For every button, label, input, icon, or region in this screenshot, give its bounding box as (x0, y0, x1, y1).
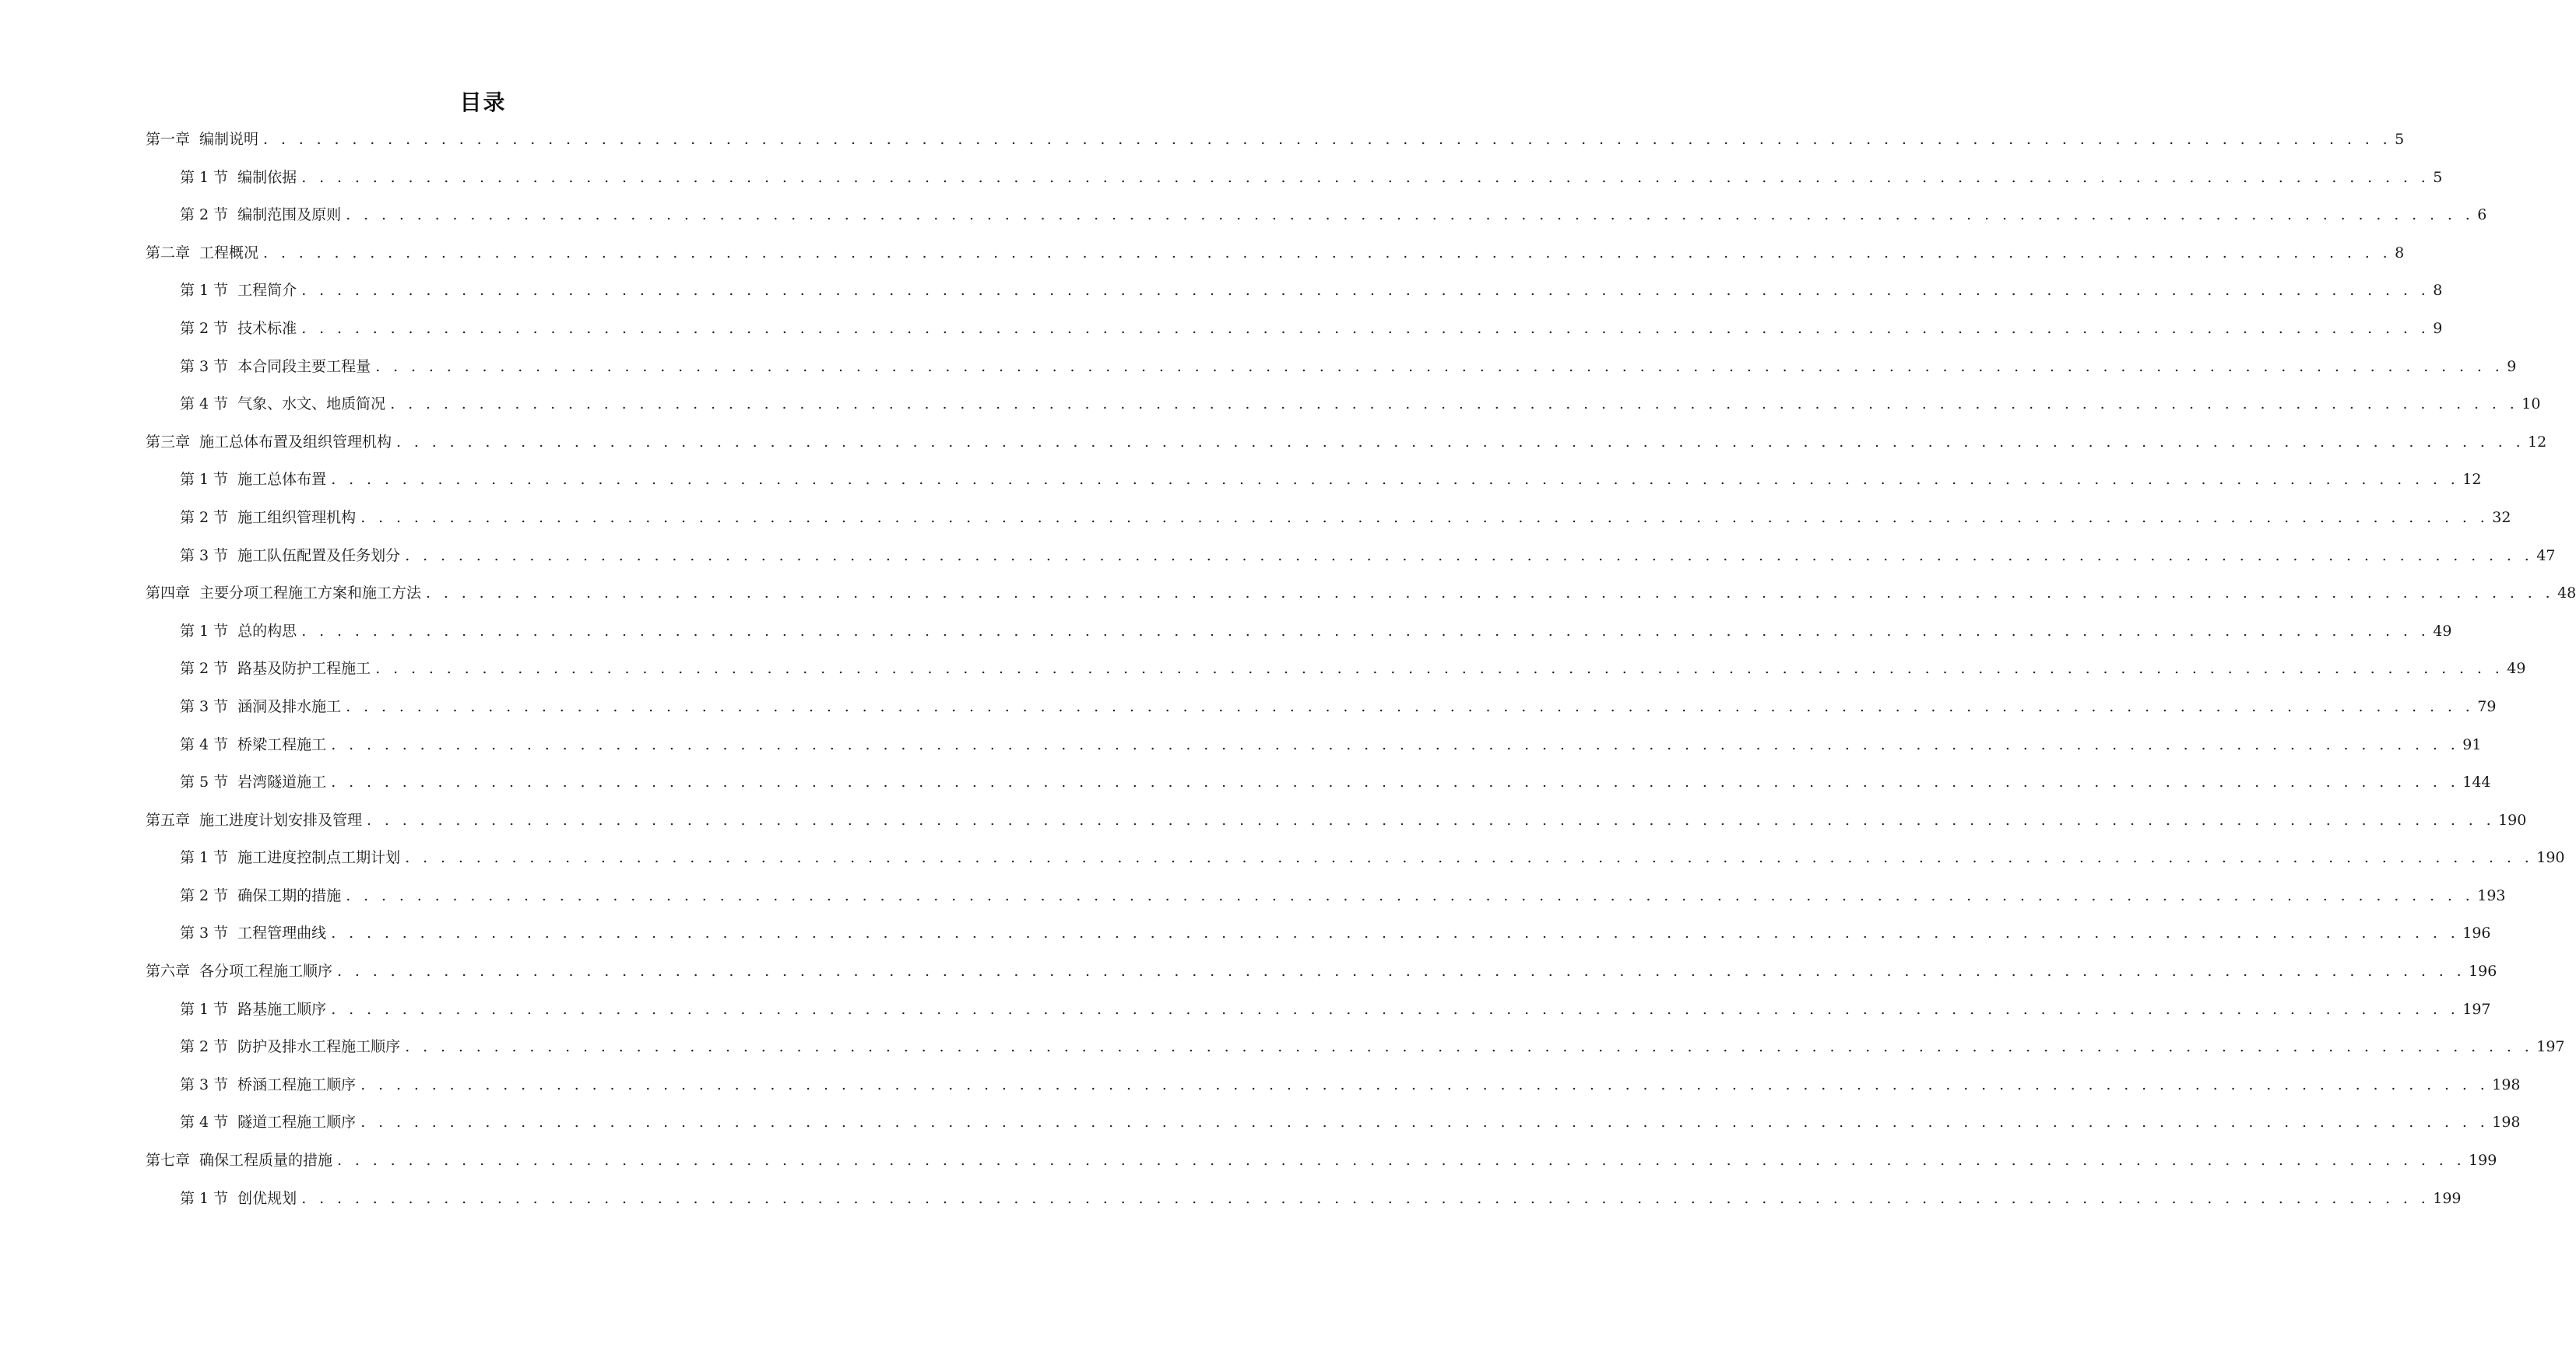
toc-dot-leader: . . . . . . . . . . . . . . . . . . . . . . . . . . . . . . . . . . . . . . . . . . . . . . . . . . . . . . . . . . . . . . . . . . . . . . . . . . . . . . . . . . . . . . . . . . . . . . . . . . . . . . . . . . . . . . . . . . . . . . . . (301, 168, 2430, 186)
toc-section-entry[interactable] (146, 621, 2452, 659)
toc-dot-leader: . . . . . . . . . . . . . . . . . . . . . . . . . . . . . . . . . . . . . . . . . . . . . . . . . . . . . . . . . . . . . . . . . . . . . . . . . . . . . . . . . . . . . . . . . . . . . . . . . . . . . . . . . . . . . . . . . . . . . . . . (331, 774, 2460, 791)
toc-entry-page-number: 196 (2469, 963, 2497, 981)
toc-entry-number: 第 3 节 (180, 697, 229, 715)
toc-entry-page-number: 8 (2395, 244, 2405, 261)
toc-entry-number: 第 4 节 (180, 1114, 229, 1132)
toc-entry-label (146, 583, 421, 603)
toc-section-entry[interactable] (146, 394, 2541, 432)
toc-chapter-entry[interactable] (146, 432, 2547, 470)
toc-list (146, 129, 2576, 1226)
toc-entry-text: 工程简介 (237, 282, 297, 300)
toc-dot-leader: . . . . . . . . . . . . . . . . . . . . . . . . . . . . . . . . . . . . . . . . . . . . . . . . . . . . . . . . . . . . . . . . . . . . . . . . . . . . . . . . . . . . . . . . . . . . . . . . . . . . . . . . . . . . . . . . . . . . . . . . (390, 395, 2519, 413)
toc-entry-label (180, 923, 326, 943)
toc-chapter-entry[interactable] (146, 243, 2405, 281)
toc-entry-page-number: 5 (2433, 168, 2443, 186)
toc-dot-leader: . . . . . . . . . . . . . . . . . . . . . . . . . . . . . . . . . . . . . . . . . . . . . . . . . . . . . . . . . . . . . . . . . . . . . . . . . . . . . . . . . . . . . . . . . . . . . . . . . . . . . . . . . . . . . . . . . . . . . . . . (346, 886, 2475, 904)
toc-section-entry[interactable] (146, 886, 2506, 924)
toc-entry-page-number: 12 (2462, 471, 2482, 489)
toc-entry-page-number: 8 (2433, 282, 2443, 300)
toc-dot-leader: . . . . . . . . . . . . . . . . . . . . . . . . . . . . . . . . . . . . . . . . . . . . . . . . . . . . . . . . . . . . . . . . . . . . . . . . . . . . . . . . . . . . . . . . . . . . . . . . . . . . . . . . . . . . . . . . . . . . . . . . (301, 622, 2430, 640)
toc-entry-label (180, 318, 297, 339)
toc-entry-number: 第 1 节 (180, 849, 229, 867)
toc-entry-text: 桥梁工程施工 (237, 735, 327, 753)
toc-section-entry[interactable] (146, 999, 2491, 1037)
toc-entry-label (146, 129, 258, 149)
toc-entry-text: 岩湾隧道施工 (237, 774, 327, 791)
toc-dot-leader: . . . . . . . . . . . . . . . . . . . . . . . . . . . . . . . . . . . . . . . . . . . . . . . . . . . . . . . . . . . . . . . . . . . . . . . . . . . . . . . . . . . . . . . . . . . . . . . . . . . . . . . . . . . . . . . . . . . . . . . . (263, 244, 2392, 261)
toc-entry-text: 施工进度计划安排及管理 (199, 811, 363, 829)
toc-dot-leader: . . . . . . . . . . . . . . . . . . . . . . . . . . . . . . . . . . . . . . . . . . . . . . . . . . . . . . . . . . . . . . . . . . . . . . . . . . . . . . . . . . . . . . . . . . . . . . . . . . . . . . . . . . . . . . . . . . . . . . . . (375, 660, 2504, 678)
toc-chapter-entry[interactable] (146, 583, 2576, 621)
toc-dot-leader: . . . . . . . . . . . . . . . . . . . . . . . . . . . . . . . . . . . . . . . . . . . . . . . . . . . . . . . . . . . . . . . . . . . . . . . . . . . . . . . . . . . . . . . . . . . . . . . . . . . . . . . . . . . . . . . . . . . . . . . . (301, 282, 2430, 300)
toc-entry-text: 路基及防护工程施工 (237, 660, 371, 678)
toc-entry-page-number: 9 (2433, 319, 2443, 337)
toc-entry-number: 第 2 节 (180, 206, 229, 224)
toc-entry-number: 第 3 节 (180, 546, 229, 564)
toc-section-entry[interactable] (146, 735, 2482, 773)
toc-entry-text: 施工队伍配置及任务划分 (237, 546, 401, 564)
toc-entry-text: 编制说明 (199, 131, 259, 148)
toc-entry-label (180, 469, 326, 490)
toc-dot-leader: . . . . . . . . . . . . . . . . . . . . . . . . . . . . . . . . . . . . . . . . . . . . . . . . . . . . . . . . . . . . . . . . . . . . . . . . . . . . . . . . . . . . . . . . . . . . . . . . . . . . . . . . . . . . . . . . . . . . . . . . (405, 849, 2534, 867)
toc-dot-leader: . . . . . . . . . . . . . . . . . . . . . . . . . . . . . . . . . . . . . . . . . . . . . . . . . . . . . . . . . . . . . . . . . . . . . . . . . . . . . . . . . . . . . . . . . . . . . . . . . . . . . . . . . . . . . . . . . . . . . . . . (426, 584, 2555, 602)
toc-entry-number: 第 4 节 (180, 395, 229, 413)
toc-entry-label (180, 847, 400, 868)
toc-section-entry[interactable] (146, 697, 2497, 735)
toc-dot-leader: . . . . . . . . . . . . . . . . . . . . . . . . . . . . . . . . . . . . . . . . . . . . . . . . . . . . . . . . . . . . . . . . . . . . . . . . . . . . . . . . . . . . . . . . . . . . . . . . . . . . . . . . . . . . . . . . . . . . . . . . (396, 433, 2525, 451)
toc-section-entry[interactable] (146, 546, 2556, 584)
toc-entry-number: 第 1 节 (180, 282, 229, 300)
toc-dot-leader: . . . . . . . . . . . . . . . . . . . . . . . . . . . . . . . . . . . . . . . . . . . . . . . . . . . . . . . . . . . . . . . . . . . . . . . . . . . . . . . . . . . . . . . . . . . . . . . . . . . . . . . . . . . . . . . . . . . . . . . . (360, 1076, 2490, 1093)
toc-entry-label (146, 432, 392, 452)
toc-chapter-entry[interactable] (146, 1150, 2497, 1188)
toc-entry-text: 编制范围及原则 (237, 206, 342, 224)
toc-entry-label (180, 697, 341, 717)
toc-dot-leader: . . . . . . . . . . . . . . . . . . . . . . . . . . . . . . . . . . . . . . . . . . . . . . . . . . . . . . . . . . . . . . . . . . . . . . . . . . . . . . . . . . . . . . . . . . . . . . . . . . . . . . . . . . . . . . . . . . . . . . . . (405, 1038, 2534, 1056)
toc-dot-leader: . . . . . . . . . . . . . . . . . . . . . . . . . . . . . . . . . . . . . . . . . . . . . . . . . . . . . . . . . . . . . . . . . . . . . . . . . . . . . . . . . . . . . . . . . . . . . . . . . . . . . . . . . . . . . . . . . . . . . . . . (301, 319, 2430, 337)
toc-entry-text: 防护及排水工程施工顺序 (237, 1038, 401, 1056)
toc-section-entry[interactable] (146, 167, 2443, 205)
toc-entry-text: 编制依据 (237, 168, 297, 186)
toc-entry-number: 第 5 节 (180, 774, 229, 791)
toc-chapter-entry[interactable] (146, 810, 2527, 848)
toc-entry-text: 桥涵工程施工顺序 (237, 1076, 357, 1093)
toc-entry-page-number: 10 (2522, 395, 2541, 413)
toc-entry-label (180, 658, 371, 679)
toc-entry-label (180, 356, 371, 377)
toc-entry-label (146, 810, 362, 830)
toc-entry-label (180, 205, 341, 225)
toc-section-entry[interactable] (146, 1112, 2521, 1150)
toc-entry-page-number: 5 (2395, 131, 2405, 148)
toc-entry-number: 第 1 节 (180, 1000, 229, 1018)
toc-entry-text: 工程概况 (199, 244, 259, 261)
toc-entry-number: 第七章 (146, 1152, 191, 1170)
toc-dot-leader: . . . . . . . . . . . . . . . . . . . . . . . . . . . . . . . . . . . . . . . . . . . . . . . . . . . . . . . . . . . . . . . . . . . . . . . . . . . . . . . . . . . . . . . . . . . . . . . . . . . . . . . . . . . . . . . . . . . . . . . . (331, 1000, 2460, 1018)
toc-entry-label (180, 772, 326, 792)
toc-section-entry[interactable] (146, 923, 2491, 961)
toc-entry-label (180, 1112, 356, 1132)
toc-entry-page-number: 49 (2507, 660, 2526, 678)
page-title: 目录 (459, 89, 507, 115)
toc-entry-text: 施工组织管理机构 (237, 508, 357, 526)
toc-entry-number: 第三章 (146, 433, 191, 451)
toc-entry-page-number: 9 (2507, 357, 2517, 375)
toc-dot-leader: . . . . . . . . . . . . . . . . . . . . . . . . . . . . . . . . . . . . . . . . . . . . . . . . . . . . . . . . . . . . . . . . . . . . . . . . . . . . . . . . . . . . . . . . . . . . . . . . . . . . . . . . . . . . . . . . . . . . . . . . (331, 925, 2460, 942)
toc-entry-label (146, 961, 332, 981)
toc-entry-number: 第五章 (146, 811, 191, 829)
toc-chapter-entry[interactable] (146, 961, 2497, 999)
toc-entry-page-number: 144 (2462, 774, 2491, 791)
toc-dot-leader: . . . . . . . . . . . . . . . . . . . . . . . . . . . . . . . . . . . . . . . . . . . . . . . . . . . . . . . . . . . . . . . . . . . . . . . . . . . . . . . . . . . . . . . . . . . . . . . . . . . . . . . . . . . . . . . . . . . . . . . . (301, 1189, 2430, 1207)
toc-entry-label (180, 507, 356, 528)
toc-entry-page-number: 12 (2528, 433, 2547, 451)
toc-entry-text: 隧道工程施工顺序 (237, 1114, 357, 1132)
toc-section-entry[interactable] (146, 205, 2487, 243)
toc-entry-number: 第 1 节 (180, 622, 229, 640)
toc-entry-label (180, 546, 400, 566)
toc-entry-number: 第 1 节 (180, 471, 229, 489)
toc-entry-label (180, 1188, 297, 1209)
toc-entry-text: 气象、水文、地质简况 (237, 395, 386, 413)
toc-section-entry[interactable] (146, 658, 2526, 697)
toc-entry-label (180, 621, 297, 641)
toc-entry-page-number: 91 (2462, 735, 2482, 753)
toc-entry-page-number: 199 (2433, 1189, 2462, 1207)
toc-dot-leader: . . . . . . . . . . . . . . . . . . . . . . . . . . . . . . . . . . . . . . . . . . . . . . . . . . . . . . . . . . . . . . . . . . . . . . . . . . . . . . . . . . . . . . . . . . . . . . . . . . . . . . . . . . . . . . . . . . . . . . . . (263, 131, 2392, 148)
toc-entry-page-number: 6 (2477, 206, 2487, 224)
toc-entry-text: 路基施工顺序 (237, 1000, 327, 1018)
toc-entry-page-number: 199 (2469, 1152, 2497, 1170)
toc-entry-number: 第六章 (146, 963, 191, 981)
toc-entry-label (146, 1150, 332, 1170)
toc-dot-leader: . . . . . . . . . . . . . . . . . . . . . . . . . . . . . . . . . . . . . . . . . . . . . . . . . . . . . . . . . . . . . . . . . . . . . . . . . . . . . . . . . . . . . . . . . . . . . . . . . . . . . . . . . . . . . . . . . . . . . . . . (337, 1152, 2466, 1170)
toc-section-entry[interactable] (146, 280, 2443, 318)
toc-entry-number: 第 2 节 (180, 886, 229, 904)
toc-entry-number: 第 2 节 (180, 319, 229, 337)
toc-entry-text: 各分项工程施工顺序 (199, 963, 333, 981)
toc-entry-page-number: 197 (2536, 1038, 2565, 1056)
toc-entry-label (180, 280, 297, 300)
toc-entry-number: 第一章 (146, 131, 191, 148)
toc-entry-page-number: 193 (2477, 886, 2506, 904)
toc-entry-number: 第 3 节 (180, 1076, 229, 1093)
toc-entry-text: 确保工程质量的措施 (199, 1152, 333, 1170)
toc-entry-page-number: 198 (2492, 1114, 2521, 1132)
toc-entry-text: 确保工期的措施 (237, 886, 342, 904)
toc-entry-label (146, 243, 258, 263)
toc-entry-label (180, 1075, 356, 1095)
toc-dot-leader: . . . . . . . . . . . . . . . . . . . . . . . . . . . . . . . . . . . . . . . . . . . . . . . . . . . . . . . . . . . . . . . . . . . . . . . . . . . . . . . . . . . . . . . . . . . . . . . . . . . . . . . . . . . . . . . . . . . . . . . . (360, 1114, 2490, 1132)
toc-dot-leader: . . . . . . . . . . . . . . . . . . . . . . . . . . . . . . . . . . . . . . . . . . . . . . . . . . . . . . . . . . . . . . . . . . . . . . . . . . . . . . . . . . . . . . . . . . . . . . . . . . . . . . . . . . . . . . . . . . . . . . . . (337, 963, 2466, 981)
toc-dot-leader: . . . . . . . . . . . . . . . . . . . . . . . . . . . . . . . . . . . . . . . . . . . . . . . . . . . . . . . . . . . . . . . . . . . . . . . . . . . . . . . . . . . . . . . . . . . . . . . . . . . . . . . . . . . . . . . . . . . . . . . . (375, 357, 2504, 375)
toc-dot-leader: . . . . . . . . . . . . . . . . . . . . . . . . . . . . . . . . . . . . . . . . . . . . . . . . . . . . . . . . . . . . . . . . . . . . . . . . . . . . . . . . . . . . . . . . . . . . . . . . . . . . . . . . . . . . . . . . . . . . . . . . (331, 735, 2460, 753)
toc-entry-text: 施工总体布置 (237, 471, 327, 489)
toc-entry-text: 涵洞及排水施工 (237, 697, 342, 715)
toc-entry-label (180, 167, 297, 188)
toc-entry-label (180, 394, 385, 414)
toc-entry-number: 第 3 节 (180, 925, 229, 942)
toc-entry-text: 总的构思 (237, 622, 297, 640)
toc-entry-text: 创优规划 (237, 1189, 297, 1207)
toc-entry-page-number: 49 (2433, 622, 2452, 640)
toc-section-entry[interactable] (146, 1075, 2521, 1113)
toc-entry-text: 技术标准 (237, 319, 297, 337)
toc-entry-label (180, 999, 326, 1019)
toc-entry-number: 第 1 节 (180, 1189, 229, 1207)
toc-section-entry[interactable] (146, 847, 2565, 886)
toc-entry-text: 工程管理曲线 (237, 925, 327, 942)
toc-dot-leader: . . . . . . . . . . . . . . . . . . . . . . . . . . . . . . . . . . . . . . . . . . . . . . . . . . . . . . . . . . . . . . . . . . . . . . . . . . . . . . . . . . . . . . . . . . . . . . . . . . . . . . . . . . . . . . . . . . . . . . . . (346, 697, 2475, 715)
toc-chapter-entry[interactable] (146, 129, 2405, 167)
toc-entry-page-number: 197 (2462, 1000, 2491, 1018)
toc-dot-leader: . . . . . . . . . . . . . . . . . . . . . . . . . . . . . . . . . . . . . . . . . . . . . . . . . . . . . . . . . . . . . . . . . . . . . . . . . . . . . . . . . . . . . . . . . . . . . . . . . . . . . . . . . . . . . . . . . . . . . . . . (331, 471, 2460, 489)
toc-entry-label (180, 886, 341, 906)
toc-entry-page-number: 79 (2477, 697, 2497, 715)
toc-dot-leader: . . . . . . . . . . . . . . . . . . . . . . . . . . . . . . . . . . . . . . . . . . . . . . . . . . . . . . . . . . . . . . . . . . . . . . . . . . . . . . . . . . . . . . . . . . . . . . . . . . . . . . . . . . . . . . . . . . . . . . . . (405, 546, 2534, 564)
toc-entry-text: 施工总体布置及组织管理机构 (199, 433, 392, 451)
toc-entry-text: 施工进度控制点工期计划 (237, 849, 401, 867)
toc-section-entry[interactable] (146, 318, 2443, 356)
toc-entry-label (180, 735, 326, 755)
toc-entry-number: 第 4 节 (180, 735, 229, 753)
toc-dot-leader: . . . . . . . . . . . . . . . . . . . . . . . . . . . . . . . . . . . . . . . . . . . . . . . . . . . . . . . . . . . . . . . . . . . . . . . . . . . . . . . . . . . . . . . . . . . . . . . . . . . . . . . . . . . . . . . . . . . . . . . . (367, 811, 2496, 829)
toc-entry-page-number: 48 (2557, 584, 2576, 602)
toc-entry-label (180, 1037, 400, 1057)
toc-dot-leader: . . . . . . . . . . . . . . . . . . . . . . . . . . . . . . . . . . . . . . . . . . . . . . . . . . . . . . . . . . . . . . . . . . . . . . . . . . . . . . . . . . . . . . . . . . . . . . . . . . . . . . . . . . . . . . . . . . . . . . . . (360, 508, 2490, 526)
toc-entry-number: 第二章 (146, 244, 191, 261)
toc-entry-number: 第四章 (146, 584, 191, 602)
toc-entry-text: 主要分项工程施工方案和施工方法 (199, 584, 422, 602)
toc-entry-page-number: 47 (2536, 546, 2556, 564)
toc-entry-page-number: 190 (2536, 849, 2565, 867)
toc-entry-text: 本合同段主要工程量 (237, 357, 371, 375)
toc-section-entry[interactable] (146, 772, 2491, 810)
toc-entry-number: 第 2 节 (180, 660, 229, 678)
toc-section-entry[interactable] (146, 356, 2517, 395)
toc-entry-page-number: 198 (2492, 1076, 2521, 1093)
toc-entry-number: 第 2 节 (180, 1038, 229, 1056)
toc-section-entry[interactable] (146, 507, 2511, 546)
toc-entry-number: 第 1 节 (180, 168, 229, 186)
toc-dot-leader: . . . . . . . . . . . . . . . . . . . . . . . . . . . . . . . . . . . . . . . . . . . . . . . . . . . . . . . . . . . . . . . . . . . . . . . . . . . . . . . . . . . . . . . . . . . . . . . . . . . . . . . . . . . . . . . . . . . . . . . . (346, 206, 2475, 224)
toc-entry-number: 第 3 节 (180, 357, 229, 375)
toc-entry-page-number: 32 (2492, 508, 2511, 526)
toc-entry-number: 第 2 节 (180, 508, 229, 526)
toc-entry-page-number: 190 (2498, 811, 2527, 829)
toc-entry-page-number: 196 (2462, 925, 2491, 942)
toc-section-entry[interactable] (146, 469, 2482, 507)
toc-section-entry[interactable] (146, 1188, 2462, 1226)
toc-section-entry[interactable] (146, 1037, 2565, 1075)
